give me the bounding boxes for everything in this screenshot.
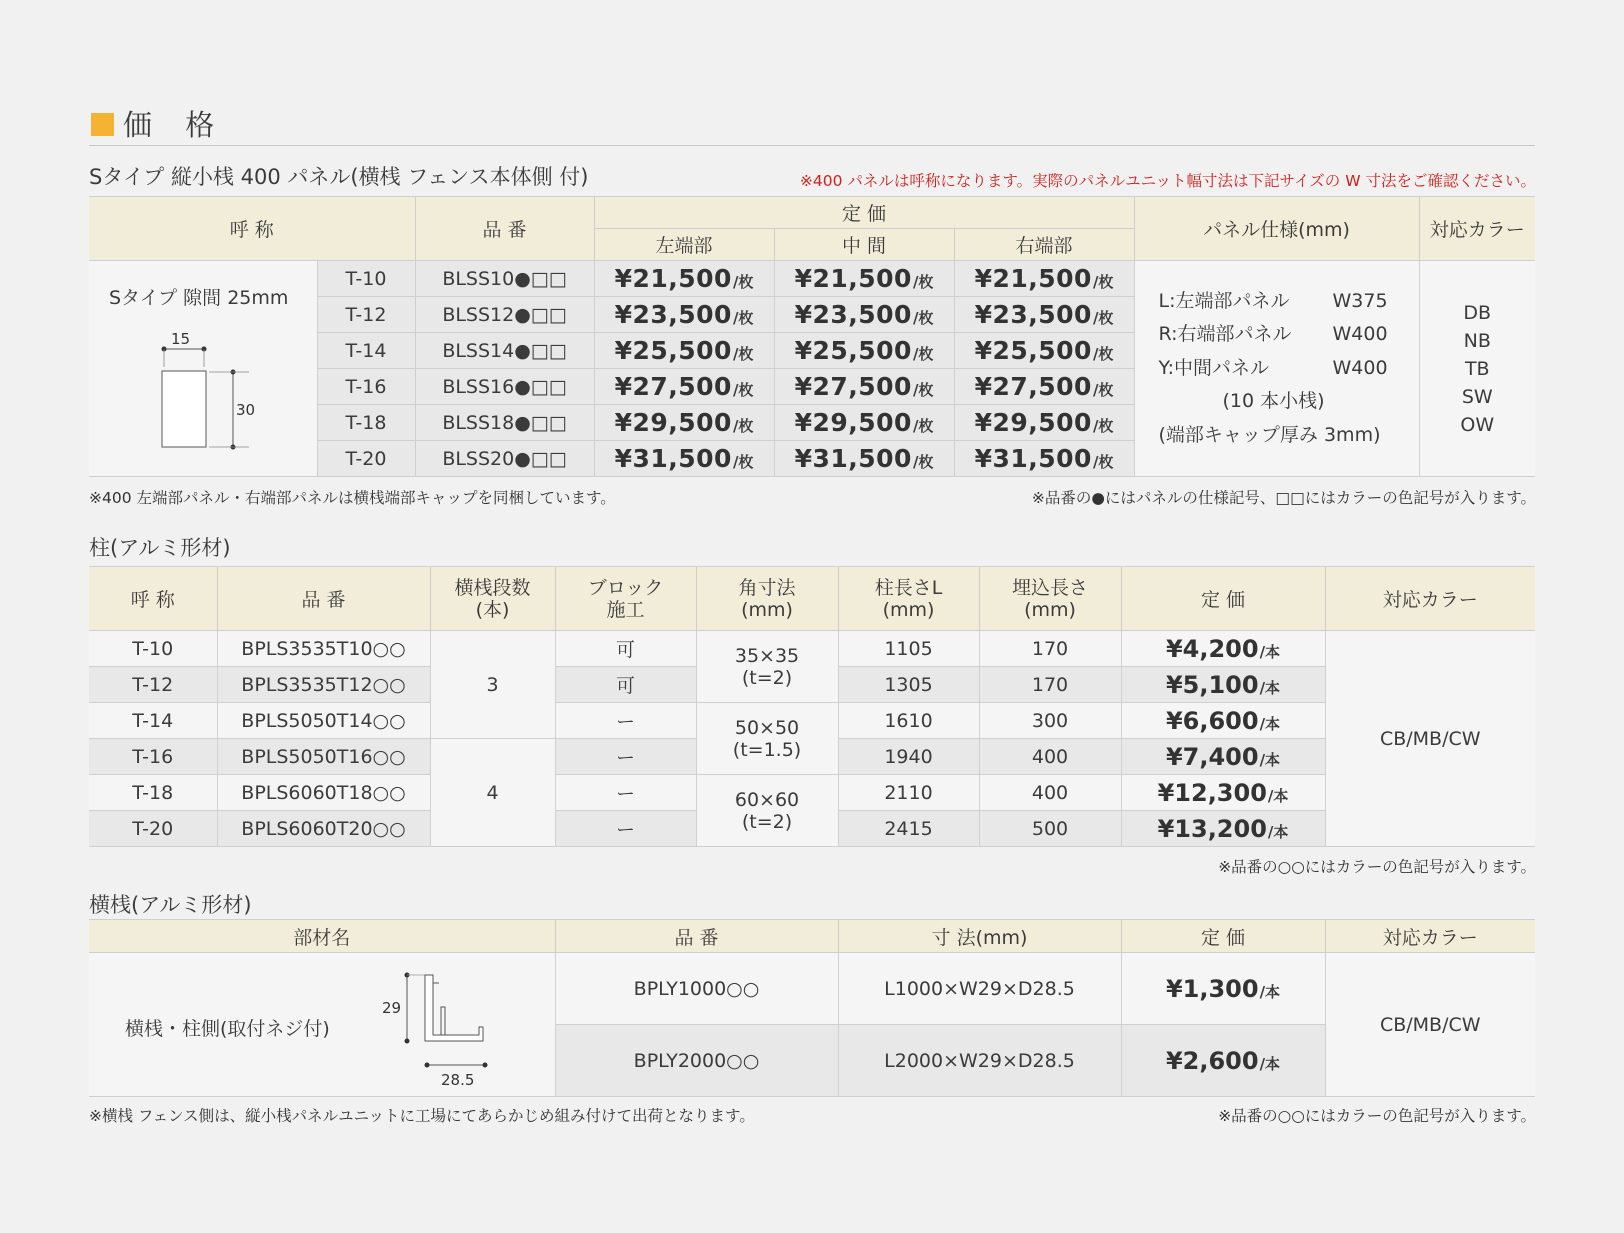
header-right-end: 右端部 bbox=[954, 229, 1134, 261]
spec-left-label: L:左端部パネル bbox=[1158, 289, 1290, 312]
title-marker-square bbox=[91, 113, 114, 136]
size-cell: T-12 bbox=[317, 297, 415, 333]
header-block: ブロック 施工 bbox=[555, 567, 696, 631]
unit-label: /本 bbox=[1267, 786, 1289, 805]
length-cell: 1610 bbox=[838, 703, 979, 739]
unit-label: /本 bbox=[1259, 642, 1281, 661]
spec-middle-note: (10 本小桟) bbox=[1222, 390, 1325, 413]
part-no-cell: BPLY1000○○ bbox=[555, 953, 838, 1025]
unit-label: /枚 bbox=[1092, 381, 1114, 399]
unit-label: /本 bbox=[1259, 750, 1281, 769]
size-cell: T-14 bbox=[89, 703, 217, 739]
post-price-table bbox=[89, 566, 1535, 847]
header-colors: 対応カラー bbox=[1419, 197, 1535, 261]
price-middle: ¥31,500 bbox=[794, 444, 912, 473]
panel-spec-cell bbox=[1134, 261, 1419, 477]
price-right: ¥21,500 bbox=[974, 264, 1092, 293]
post-price: ¥7,400 bbox=[1165, 742, 1259, 771]
part-no-cell: BPLY2000○○ bbox=[555, 1025, 838, 1097]
unit-label: /枚 bbox=[912, 309, 934, 327]
section3-note-right: ※品番の○○にはカラーの色記号が入ります。 bbox=[1218, 1107, 1536, 1125]
panel-price-table bbox=[89, 196, 1535, 477]
block-cell: ー bbox=[555, 739, 696, 775]
block-cell: ー bbox=[555, 703, 696, 739]
diagram-height-label: 30 bbox=[236, 401, 256, 419]
rails-cell: 3 bbox=[430, 631, 555, 739]
size-cell: T-10 bbox=[317, 261, 415, 297]
part-no-cell: BLSS20●□□ bbox=[415, 441, 594, 477]
embed-cell: 400 bbox=[979, 739, 1121, 775]
embed-cell: 500 bbox=[979, 811, 1121, 847]
price-left: ¥23,500 bbox=[614, 300, 732, 329]
price-middle: ¥21,500 bbox=[794, 264, 912, 293]
header-colors: 対応カラー bbox=[1325, 567, 1535, 631]
block-cell: ー bbox=[555, 775, 696, 811]
section1-red-note: ※400 パネルは呼称になります。実際のパネルユニット幅寸法は下記サイズの W 寸法をご確認ください。 bbox=[799, 172, 1536, 190]
size-cell: T-18 bbox=[317, 405, 415, 441]
color-code: DB bbox=[1463, 301, 1492, 324]
header-name: 呼 称 bbox=[89, 567, 217, 631]
part-no-cell: BPLS3535T10○○ bbox=[217, 631, 430, 667]
section2-heading: 柱(アルミ形材) bbox=[89, 536, 231, 560]
part-no-cell: BPLS5050T14○○ bbox=[217, 703, 430, 739]
part-no-cell: BLSS10●□□ bbox=[415, 261, 594, 297]
length-cell: 1940 bbox=[838, 739, 979, 775]
header-middle: 中 間 bbox=[774, 229, 954, 261]
unit-label: /枚 bbox=[732, 345, 754, 363]
post-price: ¥12,300 bbox=[1157, 778, 1267, 807]
unit-label: /枚 bbox=[1092, 273, 1114, 291]
header-name: 呼 称 bbox=[89, 197, 415, 261]
size-cell: T-16 bbox=[317, 369, 415, 405]
diagram-width-label: 28.5 bbox=[441, 1071, 475, 1085]
color-code: NB bbox=[1463, 329, 1491, 352]
header-colors: 対応カラー bbox=[1325, 920, 1535, 953]
spec-left-width: W375 bbox=[1332, 289, 1388, 312]
profile-diagram bbox=[149, 331, 259, 461]
post-price: ¥6,600 bbox=[1165, 706, 1259, 735]
square-cell: 60×60 (t=2) bbox=[696, 775, 838, 847]
price-middle: ¥25,500 bbox=[794, 336, 912, 365]
length-cell: 2415 bbox=[838, 811, 979, 847]
embed-cell: 170 bbox=[979, 631, 1121, 667]
size-cell: T-10 bbox=[89, 631, 217, 667]
unit-label: /枚 bbox=[732, 453, 754, 471]
spec-middle-width: W400 bbox=[1332, 356, 1388, 379]
dims-cell: L1000×W29×D28.5 bbox=[838, 953, 1121, 1025]
length-cell: 1105 bbox=[838, 631, 979, 667]
unit-label: /本 bbox=[1259, 714, 1281, 733]
length-cell: 2110 bbox=[838, 775, 979, 811]
unit-label: /枚 bbox=[732, 309, 754, 327]
embed-cell: 300 bbox=[979, 703, 1121, 739]
block-cell: 可 bbox=[555, 667, 696, 703]
price-right: ¥27,500 bbox=[974, 372, 1092, 401]
section1-note-left: ※400 左端部パネル・右端部パネルは横桟端部キャップを同梱しています。 bbox=[89, 489, 616, 507]
unit-label: /枚 bbox=[732, 273, 754, 291]
header-rails: 横桟段数 (本) bbox=[430, 567, 555, 631]
length-cell: 1305 bbox=[838, 667, 979, 703]
spec-right-label: R:右端部パネル bbox=[1158, 323, 1292, 346]
rail-price: ¥2,600 bbox=[1165, 1046, 1259, 1075]
price-left: ¥25,500 bbox=[614, 336, 732, 365]
unit-label: /枚 bbox=[1092, 417, 1114, 435]
color-code: OW bbox=[1460, 413, 1495, 436]
part-no-cell: BLSS18●□□ bbox=[415, 405, 594, 441]
color-code: SW bbox=[1461, 385, 1493, 408]
section3-heading: 横桟(アルミ形材) bbox=[89, 893, 252, 917]
header-square: 角寸法 (mm) bbox=[696, 567, 838, 631]
block-cell: ー bbox=[555, 811, 696, 847]
header-price: 定 価 bbox=[1121, 567, 1325, 631]
colors-cell bbox=[1419, 261, 1535, 477]
price-right: ¥29,500 bbox=[974, 408, 1092, 437]
header-part-no: 品 番 bbox=[217, 567, 430, 631]
page-title: 価 格 bbox=[123, 108, 227, 142]
embed-cell: 400 bbox=[979, 775, 1121, 811]
square-cell: 50×50 (t=1.5) bbox=[696, 703, 838, 775]
size-cell: T-20 bbox=[89, 811, 217, 847]
unit-label: /枚 bbox=[912, 345, 934, 363]
size-cell: T-20 bbox=[317, 441, 415, 477]
unit-label: /枚 bbox=[732, 381, 754, 399]
colors-cell: CB/MB/CW bbox=[1325, 631, 1535, 847]
unit-label: /本 bbox=[1259, 1054, 1281, 1073]
price-left: ¥29,500 bbox=[614, 408, 732, 437]
diagram-width-label: 15 bbox=[171, 331, 191, 348]
rail-price: ¥1,300 bbox=[1165, 974, 1259, 1003]
header-panel-spec: パネル仕様(mm) bbox=[1134, 197, 1419, 261]
unit-label: /枚 bbox=[1092, 345, 1114, 363]
price-middle: ¥27,500 bbox=[794, 372, 912, 401]
diagram-height-label: 29 bbox=[382, 999, 402, 1017]
size-cell: T-12 bbox=[89, 667, 217, 703]
header-dims: 寸 法(mm) bbox=[838, 920, 1121, 953]
unit-label: /枚 bbox=[912, 453, 934, 471]
unit-label: /枚 bbox=[912, 417, 934, 435]
post-price: ¥4,200 bbox=[1165, 634, 1259, 663]
price-right: ¥25,500 bbox=[974, 336, 1092, 365]
unit-label: /本 bbox=[1259, 678, 1281, 697]
rails-cell: 4 bbox=[430, 739, 555, 847]
part-no-cell: BPLS5050T16○○ bbox=[217, 739, 430, 775]
dims-cell: L2000×W29×D28.5 bbox=[838, 1025, 1121, 1097]
price-middle: ¥23,500 bbox=[794, 300, 912, 329]
price-left: ¥21,500 bbox=[614, 264, 732, 293]
header-part-no: 品 番 bbox=[415, 197, 594, 261]
rail-profile-diagram bbox=[379, 965, 509, 1085]
part-no-cell: BPLS6060T20○○ bbox=[217, 811, 430, 847]
section2-note-right: ※品番の○○にはカラーの色記号が入ります。 bbox=[1218, 858, 1536, 876]
unit-label: /本 bbox=[1267, 822, 1289, 841]
part-no-cell: BLSS14●□□ bbox=[415, 333, 594, 369]
block-cell: 可 bbox=[555, 631, 696, 667]
section1-heading: Sタイプ 縦小桟 400 パネル(横桟 フェンス本体側 付) bbox=[89, 165, 589, 189]
part-no-cell: BLSS16●□□ bbox=[415, 369, 594, 405]
part-no-cell: BLSS12●□□ bbox=[415, 297, 594, 333]
price-middle: ¥29,500 bbox=[794, 408, 912, 437]
colors-cell: CB/MB/CW bbox=[1325, 953, 1535, 1097]
spec-right-width: W400 bbox=[1332, 323, 1388, 346]
header-price: 定 価 bbox=[594, 197, 1134, 229]
size-cell: T-18 bbox=[89, 775, 217, 811]
header-price: 定 価 bbox=[1121, 920, 1325, 953]
square-cell: 35×35 (t=2) bbox=[696, 631, 838, 703]
spec-middle-label: Y:中間パネル bbox=[1158, 356, 1269, 379]
title-divider bbox=[89, 145, 1535, 146]
price-right: ¥31,500 bbox=[974, 444, 1092, 473]
section1-note-right: ※品番の●にはパネルの仕様記号、□□にはカラーの色記号が入ります。 bbox=[1031, 489, 1536, 507]
type-label: Sタイプ 隙間 25mm bbox=[109, 287, 289, 309]
unit-label: /本 bbox=[1259, 982, 1281, 1001]
spec-cap-note: (端部キャップ厚み 3mm) bbox=[1158, 423, 1381, 446]
size-cell: T-14 bbox=[317, 333, 415, 369]
price-left: ¥31,500 bbox=[614, 444, 732, 473]
unit-label: /枚 bbox=[1092, 453, 1114, 471]
header-embed: 埋込長さ (mm) bbox=[979, 567, 1121, 631]
size-cell: T-16 bbox=[89, 739, 217, 775]
unit-label: /枚 bbox=[912, 381, 934, 399]
header-part-no: 品 番 bbox=[555, 920, 838, 953]
color-code: TB bbox=[1464, 357, 1490, 380]
part-no-cell: BPLS6060T18○○ bbox=[217, 775, 430, 811]
member-name: 横桟・柱側(取付ネジ付) bbox=[125, 1018, 330, 1040]
header-member: 部材名 bbox=[89, 920, 555, 953]
unit-label: /枚 bbox=[732, 417, 754, 435]
section3-note-left: ※横桟 フェンス側は、縦小桟パネルユニットに工場にてあらかじめ組み付けて出荷となります。 bbox=[89, 1107, 755, 1125]
price-right: ¥23,500 bbox=[974, 300, 1092, 329]
rail-price-table bbox=[89, 919, 1535, 1097]
unit-label: /枚 bbox=[1092, 309, 1114, 327]
post-price: ¥13,200 bbox=[1157, 814, 1267, 843]
type-cell bbox=[89, 261, 317, 477]
embed-cell: 170 bbox=[979, 667, 1121, 703]
header-length: 柱長さL (mm) bbox=[838, 567, 979, 631]
unit-label: /枚 bbox=[912, 273, 934, 291]
post-price: ¥5,100 bbox=[1165, 670, 1259, 699]
member-cell bbox=[89, 953, 555, 1097]
part-no-cell: BPLS3535T12○○ bbox=[217, 667, 430, 703]
header-left-end: 左端部 bbox=[594, 229, 774, 261]
price-left: ¥27,500 bbox=[614, 372, 732, 401]
